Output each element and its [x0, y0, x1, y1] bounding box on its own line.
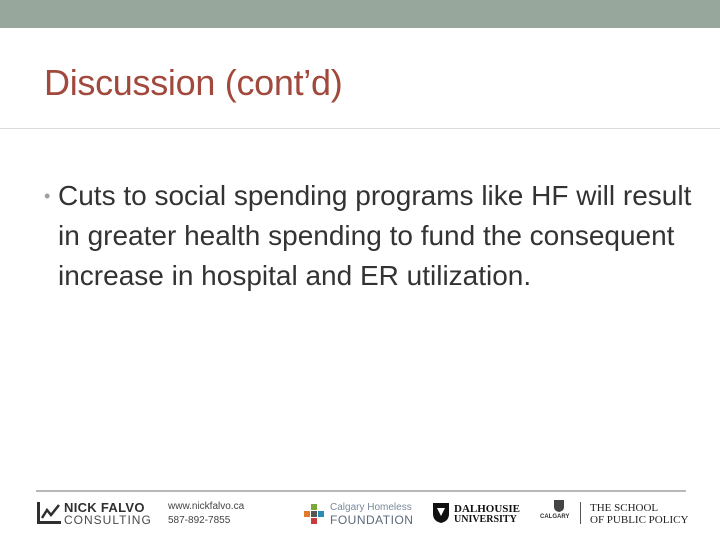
- calgary-homeless-foundation-icon: [302, 502, 326, 526]
- nick-falvo-website[interactable]: www.nickfalvo.ca: [168, 501, 245, 512]
- dalhousie-crest-icon: [432, 502, 450, 524]
- calgary-homeless-line2: FOUNDATION: [330, 513, 414, 527]
- dalhousie-line2: UNIVERSITY: [454, 514, 517, 525]
- logo-divider: [580, 502, 581, 524]
- nick-falvo-subtitle: CONSULTING: [64, 513, 152, 527]
- top-decorative-bar: [0, 0, 720, 28]
- calgary-homeless-line1: Calgary Homeless: [330, 502, 412, 513]
- school-public-policy-line1: THE SCHOOL: [590, 502, 659, 514]
- university-of-calgary-text: CALGARY: [540, 514, 570, 520]
- nick-falvo-name: NICK FALVO: [64, 500, 145, 515]
- title-divider: [0, 128, 720, 129]
- dalhousie-line1: DALHOUSIE: [454, 503, 521, 515]
- university-of-calgary-crest-icon: [554, 500, 564, 512]
- bullet-list: [44, 176, 694, 296]
- footer-divider: [36, 490, 686, 492]
- school-public-policy-line2: OF PUBLIC POLICY: [590, 514, 689, 526]
- nick-falvo-phone: 587-892-7855: [168, 515, 231, 526]
- bullet-item: Cuts to social spending programs like HF will result in greater health spending to fund the consequent increase in hospital and ER utilization.: [58, 180, 692, 291]
- nick-falvo-logo-icon: [36, 500, 62, 526]
- slide-title: Discussion (cont’d): [44, 62, 343, 103]
- bullet-icon: •: [44, 186, 51, 206]
